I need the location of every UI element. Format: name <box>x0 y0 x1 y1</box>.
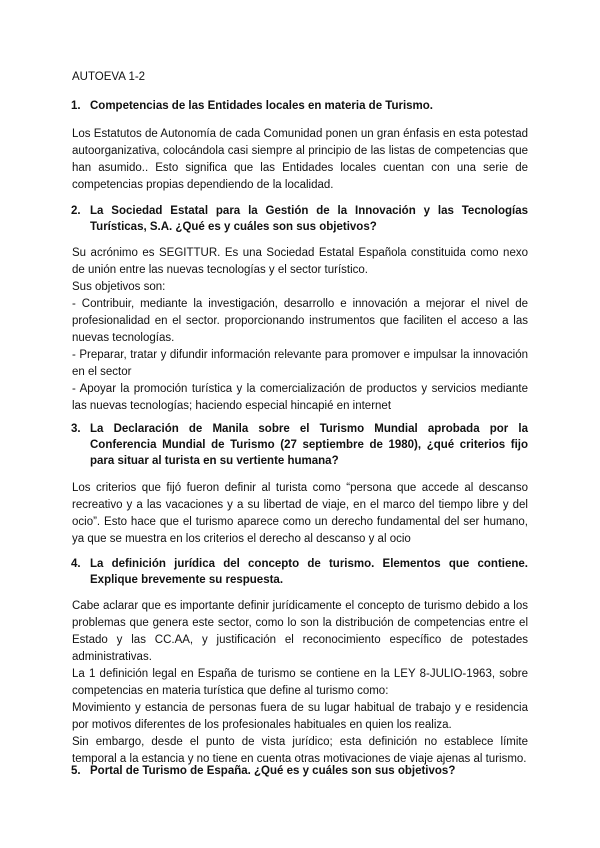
question-2-text: La Sociedad Estatal para la Gestión de la Innovación y las Tecnologías Turísticas, S.A. ¿Qué es y cuáles son sus objetivos? <box>90 205 528 233</box>
question-3-number: 3. <box>71 423 81 435</box>
answer-4-paragraph-1: Cabe aclarar que es importante definir jurídicamente el concepto de turismo debido a los problemas que genera este sector, como lo son la distribución de competencias entre el Estado y las CC.AA, y justificación el reconocimiento específico de potestades administrativas. <box>72 600 528 663</box>
question-1-text: Competencias de las Entidades locales en materia de Turismo. <box>90 100 433 112</box>
document-title: AUTOEVA 1-2 <box>72 71 146 83</box>
answer-2-objective-2: - Preparar, tratar y difundir información relevante para promover e impulsar la innovación en el sector <box>72 349 528 378</box>
answer-2-paragraph: Su acrónimo es SEGITTUR. Es una Sociedad Estatal Española constituida como nexo de unión entre las nuevas tecnologías y el sector turístico. <box>72 247 528 276</box>
question-3-text: La Declaración de Manila sobre el Turismo Mundial aprobada por la Conferencia Mundial de Turismo (27 septiembre de 1980), ¿qué criterios fijo para situar al turista en su vertiente humana? <box>90 423 528 467</box>
answer-4 <box>72 598 528 768</box>
question-1-number: 1. <box>71 100 81 112</box>
question-5-heading <box>71 763 528 779</box>
question-5-number: 5. <box>71 765 81 777</box>
answer-4-paragraph-4: Sin embargo, desde el punto de vista jurídico; esta definición no establece límite temporal a la estancia y no tiene en cuenta otras motivaciones de viaje ajenas al turismo. <box>72 736 528 765</box>
answer-3-paragraph: Los criterios que fijó fueron definir al turista como “persona que accede al descanso recreativo y a las vacaciones y a su libertad de viaje, en el marco del tiempo libre y del ocio”. Esto hace que el turismo aparece como un derecho fundamental del ser humano, ya que se muestra en los criterios el derecho al descanso y al ocio <box>72 482 528 545</box>
question-4-number: 4. <box>71 558 81 570</box>
answer-1-paragraph: Los Estatutos de Autonomía de cada Comunidad ponen un gran énfasis en esta potestad autoorganizativa, colocándola casi siempre al principio de las listas de competencias que han asumido.. Esto significa que las Entidades locales cuentan con una serie de competencias propias dependiendo de la localidad. <box>72 128 528 191</box>
answer-2-objectives-label: Sus objetivos son: <box>72 281 166 293</box>
question-4-heading <box>71 556 528 588</box>
answer-2-objective-1: - Contribuir, mediante la investigación, desarrollo e innovación a mejorar el nivel de profesionalidad en el sector. proporcionando instrumentos que faciliten el acceso a las nuevas tecnologías. <box>72 298 528 344</box>
question-2-heading <box>71 203 528 235</box>
answer-4-paragraph-3: Movimiento y estancia de personas fuera de su lugar habitual de trabajo y e residencia por motivos diferentes de los profesionales habituales en quien los realiza. <box>72 702 528 731</box>
answer-2-objective-3: - Apoyar la promoción turística y la comercialización de productos y servicios mediante las nuevas tecnologías; haciendo especial hincapié en internet <box>72 383 528 412</box>
question-1-heading <box>71 98 528 114</box>
question-3-heading <box>71 421 528 469</box>
answer-2 <box>72 245 528 415</box>
question-2-number: 2. <box>71 205 81 217</box>
question-5-text: Portal de Turismo de España. ¿Qué es y cuáles son sus objetivos? <box>90 765 456 777</box>
answer-3 <box>72 480 528 548</box>
answer-1 <box>72 126 528 194</box>
answer-4-paragraph-2: La 1 definición legal en España de turismo se contiene en la LEY 8-JULIO-1963, sobre competencias en materia turística que define al turismo como: <box>72 668 528 697</box>
question-4-text: La definición jurídica del concepto de turismo. Elementos que contiene. Explique brevemente su respuesta. <box>90 558 528 586</box>
